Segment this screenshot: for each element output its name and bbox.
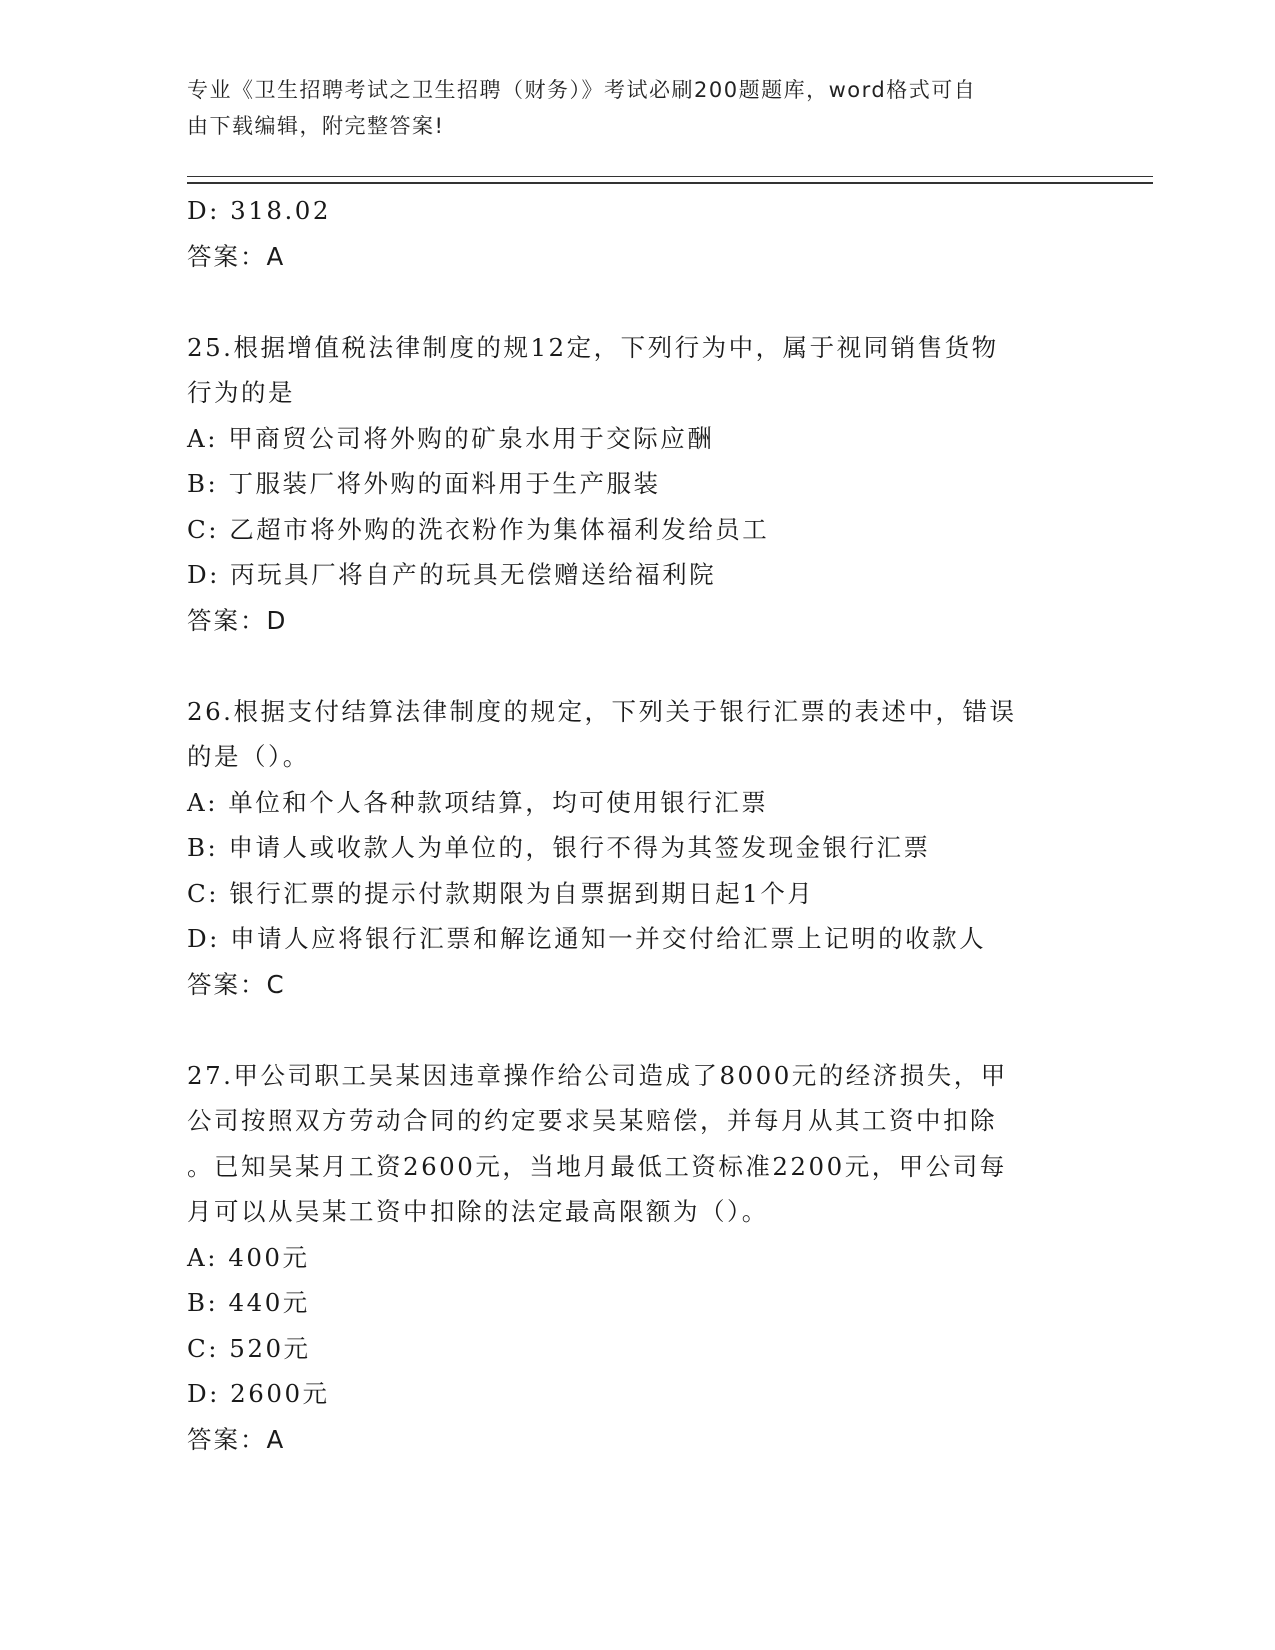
header-divider-thin [187, 176, 1153, 177]
answer-line: 答案：C [187, 969, 286, 999]
question-stem-line: 。已知吴某月工资2600元，当地月最低工资标准2200元，甲公司每 [187, 1151, 1007, 1181]
header-line-2: 由下载编辑，附完整答案! [187, 114, 445, 138]
spacer [187, 1007, 1087, 1053]
option-c: C: 银行汇票的提示付款期限为自票据到期日起1个月 [187, 878, 815, 908]
question-stem-line: 的是（）。 [187, 742, 310, 771]
option-c: C: 520元 [187, 1333, 311, 1363]
spacer [187, 643, 1087, 689]
question-block [187, 325, 1087, 644]
question-stem-line: 27.甲公司职工吴某因违章操作给公司造成了8000元的经济损失，甲 [187, 1060, 1008, 1090]
question-stem-line: 行为的是 [187, 378, 295, 407]
header-line-1: 专业《卫生招聘考试之卫生招聘（财务）》考试必刷200题题库，word格式可自 [187, 78, 977, 102]
option-d: D: 申请人应将银行汇票和解讫通知一并交付给汇票上记明的收款人 [187, 924, 987, 953]
prev-answer: 答案：A [187, 241, 286, 271]
answer-line: 答案：D [187, 605, 288, 635]
question-stem-line: 月可以从吴某工资中扣除的法定最高限额为（）。 [187, 1197, 769, 1226]
question-stem-line: 26.根据支付结算法律制度的规定，下列关于银行汇票的表述中，错误 [187, 696, 1017, 726]
page-header [187, 72, 1067, 144]
option-d: D: 2600元 [187, 1379, 330, 1408]
option-a: A: 400元 [187, 1242, 310, 1272]
question-block [187, 1053, 1087, 1463]
header-divider-thick [187, 182, 1153, 184]
question-stem-line: 公司按照双方劳动合同的约定要求吴某赔偿，并每月从其工资中扣除 [187, 1106, 997, 1135]
option-b: B: 440元 [187, 1288, 310, 1317]
option-c: C: 乙超市将外购的洗衣粉作为集体福利发给员工 [187, 514, 770, 544]
question-content [187, 188, 1087, 1462]
option-d: D: 丙玩具厂将自产的玩具无偿赠送给福利院 [187, 560, 717, 589]
option-b: B: 丁服装厂将外购的面料用于生产服装 [187, 469, 661, 498]
option-a: A: 单位和个人各种款项结算，均可使用银行汇票 [187, 787, 769, 817]
option-a: A: 甲商贸公司将外购的矿泉水用于交际应酬 [187, 423, 715, 453]
question-stem-line: 25.根据增值税法律制度的规12定，下列行为中，属于视同销售货物 [187, 332, 999, 362]
option-b: B: 申请人或收款人为单位的，银行不得为其签发现金银行汇票 [187, 833, 931, 862]
spacer [187, 279, 1087, 325]
answer-line: 答案：A [187, 1424, 286, 1454]
prev-option-d: D: 318.02 [187, 196, 331, 225]
question-block [187, 689, 1087, 1008]
